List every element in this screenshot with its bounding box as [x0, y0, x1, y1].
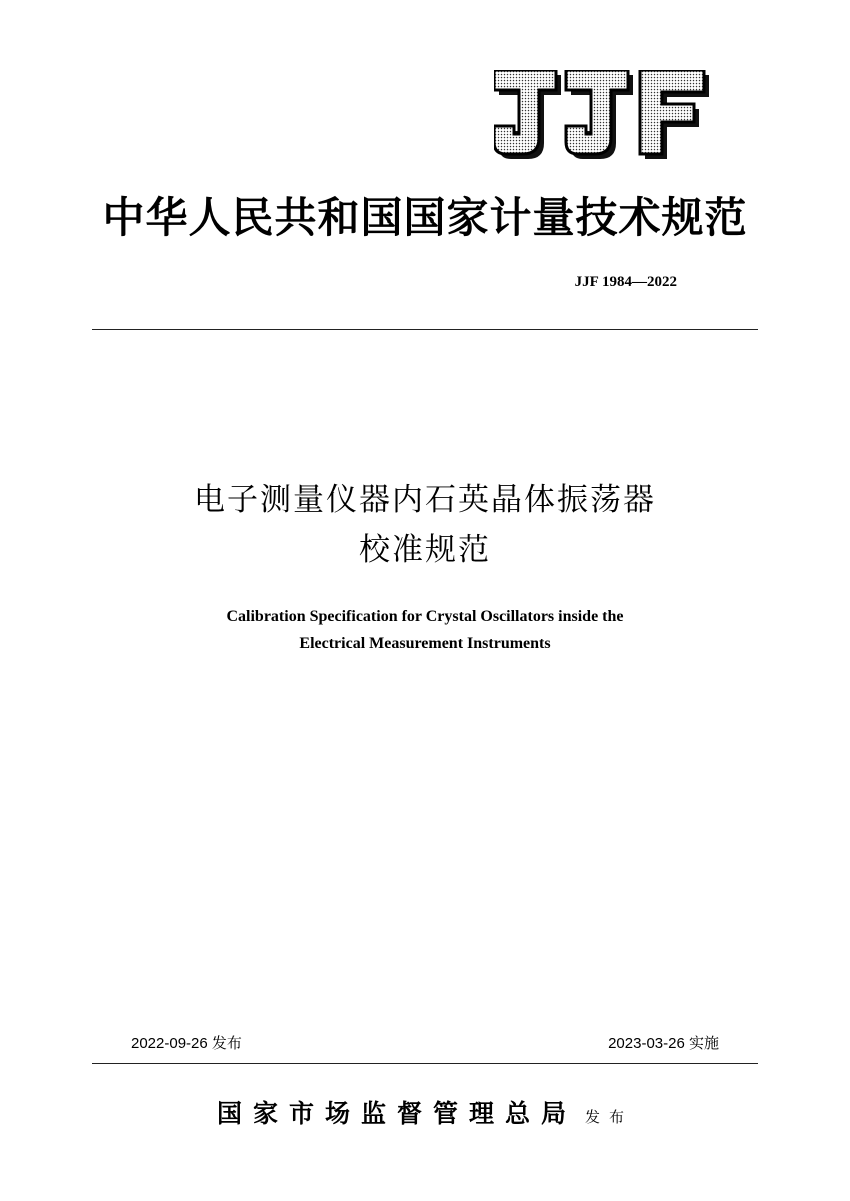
publisher-name: 国家市场监督管理总局 [216, 1099, 577, 1128]
standard-number: JJF 1984—2022 [574, 274, 677, 290]
publisher-line [0, 1094, 850, 1130]
divider-top [92, 329, 758, 330]
implementation-date: 2023-03-26 实施 [608, 1035, 719, 1052]
english-title-line-1: Calibration Specification for Crystal Oscillators inside the [226, 608, 624, 625]
main-title: 中华人民共和国国家计量技术规范 [102, 193, 748, 242]
chinese-title-line-1: 电子测量仪器内石英晶体振荡器 [194, 482, 656, 518]
issue-date: 2022-09-26 发布 [131, 1035, 242, 1052]
chinese-title-line-2: 校准规范 [359, 532, 491, 568]
english-title-line-2: Electrical Measurement Instruments [299, 635, 551, 652]
jjf-logo [494, 70, 710, 162]
publish-label: 发布 [585, 1108, 634, 1126]
divider-bottom [92, 1063, 758, 1064]
